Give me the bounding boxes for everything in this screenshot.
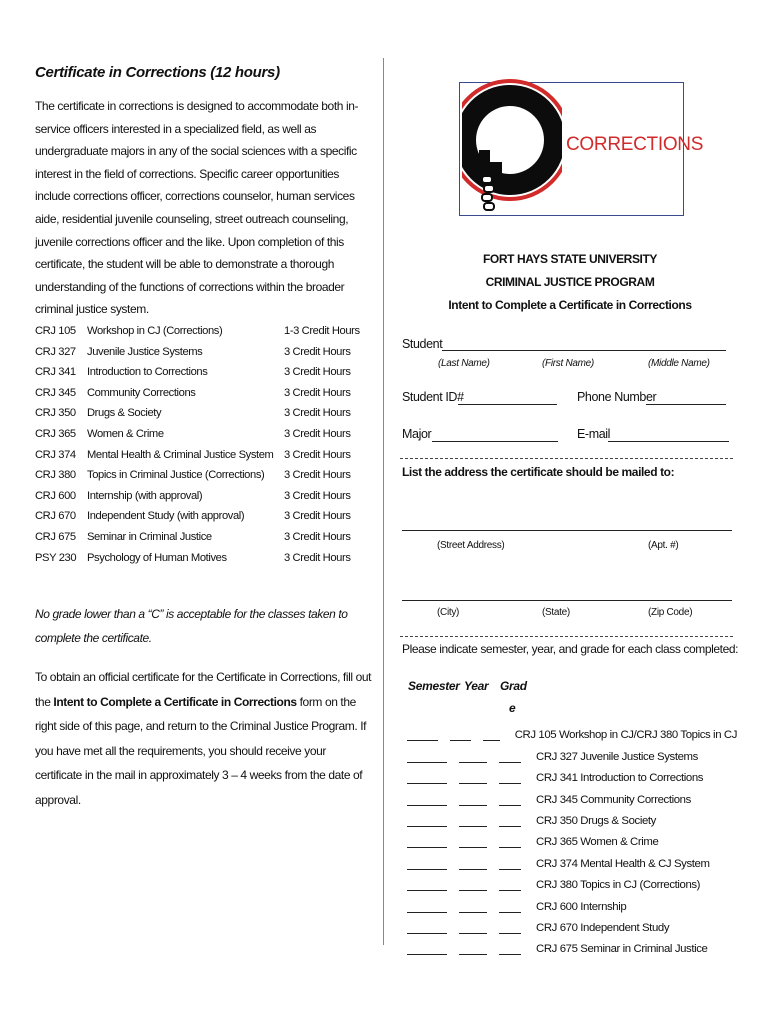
- course-code: CRJ 380: [35, 469, 76, 482]
- course-name: Women & Crime: [87, 427, 164, 440]
- course-row: [35, 527, 365, 548]
- course-name: Workshop in CJ (Corrections): [87, 325, 223, 337]
- course-code: CRJ 670: [35, 510, 76, 523]
- section-divider: [400, 636, 733, 637]
- course-hours: 3 Credit Hours: [284, 448, 351, 461]
- course-hours: 1-3 Credit Hours: [284, 325, 360, 337]
- grade-row: [407, 913, 737, 934]
- course-code: PSY 230: [35, 551, 77, 564]
- course-hours: 3 Credit Hours: [284, 489, 351, 502]
- class-label: CRJ 105 Workshop in CJ/CRJ 380 Topics in CJ: [514, 729, 738, 742]
- year-input[interactable]: [459, 921, 487, 934]
- student-id-label: Student ID#: [402, 390, 464, 404]
- semester-input[interactable]: [407, 771, 447, 784]
- course-hours: 3 Credit Hours: [284, 551, 351, 564]
- email-input[interactable]: [608, 441, 729, 442]
- class-label: CRJ 365 Women & Crime: [536, 836, 659, 849]
- course-hours: 3 Credit Hours: [284, 469, 351, 482]
- grade-row: [407, 891, 737, 912]
- semester-input[interactable]: [407, 793, 447, 806]
- grade-column-header: Grad: [500, 679, 527, 693]
- course-hours: 3 Credit Hours: [284, 427, 351, 440]
- handcuffs-icon: [462, 58, 562, 223]
- grade-table: [407, 720, 737, 955]
- obtain-text-start: To obtain an official certificate for the Certificate in Corrections, fill out the: [35, 670, 372, 709]
- grade-requirement-note: No grade lower than a “C” is acceptable for the classes taken to complete the certificate.: [35, 607, 348, 645]
- class-label: CRJ 600 Internship: [536, 900, 627, 913]
- course-name: Psychology of Human Motives: [87, 551, 227, 564]
- course-name: Seminar in Criminal Justice: [87, 530, 212, 543]
- address-heading: List the address the certificate should be mailed to:: [402, 465, 675, 479]
- year-input[interactable]: [459, 835, 487, 848]
- course-row: [35, 321, 365, 342]
- obtain-text-end: form on the right side of this page, and return to the Criminal Justice Program. If you have met all the requirements, you should receive your certificate in the mail in approximately 3 – 4 weeks from the date of approval.: [35, 694, 367, 807]
- course-code: CRJ 374: [35, 448, 76, 461]
- grades-instruction: Please indicate semester, year, and grade for each class completed:: [402, 642, 739, 656]
- course-name: Internship (with approval): [87, 489, 203, 502]
- course-code: CRJ 345: [35, 386, 76, 399]
- course-name: Drugs & Society: [87, 407, 162, 420]
- year-input[interactable]: [459, 900, 487, 913]
- year-input[interactable]: [450, 728, 471, 741]
- grade-row: [407, 763, 737, 784]
- grade-input[interactable]: [499, 750, 521, 763]
- year-input[interactable]: [459, 814, 487, 827]
- zip-caption: (Zip Code): [648, 607, 693, 618]
- course-code: CRJ 350: [35, 407, 76, 420]
- grade-input[interactable]: [499, 921, 521, 934]
- course-hours: 3 Credit Hours: [284, 510, 351, 523]
- grade-column-header-wrap: e: [509, 701, 516, 715]
- course-hours: 3 Credit Hours: [284, 386, 351, 399]
- phone-label: Phone Number: [577, 390, 657, 404]
- course-row: [35, 486, 365, 507]
- class-label: CRJ 670 Independent Study: [536, 921, 670, 934]
- course-code: CRJ 327: [35, 345, 76, 358]
- grade-row: [407, 870, 737, 891]
- left-column: [35, 64, 370, 321]
- semester-input[interactable]: [407, 900, 447, 913]
- course-row: [35, 465, 365, 486]
- course-row: [35, 424, 365, 445]
- first-name-caption: (First Name): [542, 358, 594, 369]
- course-name: Community Corrections: [87, 386, 196, 399]
- intro-paragraph: The certificate in corrections is designed to accommodate both in-service officers interested in a specialized field, as well as undergraduate majors in any of the social sciences with a specific interest in the field of corrections. Specific career opportunities include corrections officer, corrections counselor, human services aide, residential juvenile counseling, street outreach counseling, juvenile corrections officer and the like. Upon completion of this certificate, the student will be able to demonstrate a thorough understanding of the functions of corrections within the broader criminal justice system.: [35, 99, 359, 317]
- student-id-input[interactable]: [458, 404, 557, 405]
- column-divider: [383, 58, 384, 945]
- course-name: Mental Health & Criminal Justice System: [87, 448, 274, 461]
- city-state-zip-input[interactable]: [402, 600, 732, 601]
- section-divider: [400, 458, 733, 459]
- course-name: Topics in Criminal Justice (Corrections): [87, 469, 265, 482]
- course-name: Introduction to Corrections: [87, 366, 208, 379]
- class-label: CRJ 675 Seminar in Criminal Justice: [536, 943, 708, 956]
- grade-row: [407, 827, 737, 848]
- grade-row: [407, 848, 737, 869]
- course-hours: 3 Credit Hours: [284, 345, 351, 358]
- grade-input[interactable]: [499, 857, 521, 870]
- class-label: CRJ 345 Community Corrections: [536, 793, 691, 806]
- class-label: CRJ 380 Topics in CJ (Corrections): [536, 879, 701, 892]
- major-label: Major: [402, 427, 432, 441]
- course-name: Juvenile Justice Systems: [87, 345, 203, 358]
- year-input[interactable]: [459, 793, 487, 806]
- course-name: Independent Study (with approval): [87, 510, 245, 523]
- year-column-header: Year: [464, 679, 489, 693]
- semester-input[interactable]: [407, 728, 438, 741]
- grade-input[interactable]: [483, 728, 500, 741]
- grade-row: [407, 784, 737, 805]
- page-title: Certificate in Corrections (12 hours): [35, 64, 280, 81]
- state-caption: (State): [542, 607, 570, 618]
- course-hours: 3 Credit Hours: [284, 366, 351, 379]
- course-hours: 3 Credit Hours: [284, 407, 351, 420]
- year-input[interactable]: [459, 750, 487, 763]
- grade-row: [407, 806, 737, 827]
- grade-input[interactable]: [499, 942, 521, 955]
- course-row: [35, 506, 365, 527]
- obtain-instructions: [35, 665, 375, 812]
- middle-name-caption: (Middle Name): [648, 358, 710, 369]
- major-input[interactable]: [432, 441, 558, 442]
- grade-row: [407, 720, 737, 741]
- course-code: CRJ 341: [35, 366, 76, 379]
- logo-wordmark: CORRECTIONS: [566, 134, 704, 155]
- course-code: CRJ 675: [35, 530, 76, 543]
- semester-input[interactable]: [407, 750, 447, 763]
- grade-input[interactable]: [499, 793, 521, 806]
- class-label: CRJ 327 Juvenile Justice Systems: [536, 750, 698, 763]
- semester-input[interactable]: [407, 814, 447, 827]
- street-address-caption: (Street Address): [437, 540, 505, 551]
- class-label: CRJ 374 Mental Health & CJ System: [536, 857, 710, 870]
- last-name-caption: (Last Name): [438, 358, 490, 369]
- apt-caption: (Apt. #): [648, 540, 679, 551]
- city-caption: (City): [437, 607, 460, 618]
- street-address-input[interactable]: [402, 530, 732, 531]
- course-code: CRJ 105: [35, 325, 76, 337]
- class-label: CRJ 350 Drugs & Society: [536, 814, 656, 827]
- grade-input[interactable]: [499, 814, 521, 827]
- year-input[interactable]: [459, 878, 487, 891]
- form-title: Intent to Complete a Certificate in Corrections: [448, 298, 692, 312]
- course-code: CRJ 365: [35, 427, 76, 440]
- phone-input[interactable]: [646, 404, 726, 405]
- grade-input[interactable]: [499, 771, 521, 784]
- course-row: [35, 342, 365, 363]
- course-hours: 3 Credit Hours: [284, 530, 351, 543]
- course-list: [35, 321, 365, 568]
- course-code: CRJ 600: [35, 489, 76, 502]
- grade-input[interactable]: [499, 878, 521, 891]
- grade-input[interactable]: [499, 835, 521, 848]
- course-row: [35, 445, 365, 466]
- semester-column-header: Semester: [408, 679, 460, 693]
- semester-input[interactable]: [407, 942, 447, 955]
- course-row: [35, 362, 365, 383]
- semester-input[interactable]: [407, 857, 447, 870]
- student-name-input[interactable]: [442, 350, 726, 351]
- year-input[interactable]: [459, 942, 487, 955]
- class-label: CRJ 341 Introduction to Corrections: [536, 772, 704, 785]
- year-input[interactable]: [459, 771, 487, 784]
- course-row: [35, 383, 365, 404]
- semester-input[interactable]: [407, 878, 447, 891]
- course-row: [35, 548, 365, 569]
- year-input[interactable]: [459, 857, 487, 870]
- grade-input[interactable]: [499, 900, 521, 913]
- course-row: [35, 403, 365, 424]
- obtain-form-name: Intent to Complete a Certificate in Corrections: [53, 694, 297, 709]
- semester-input[interactable]: [407, 921, 447, 934]
- semester-input[interactable]: [407, 835, 447, 848]
- student-label: Student: [402, 337, 443, 351]
- program-name: CRIMINAL JUSTICE PROGRAM: [485, 275, 655, 289]
- university-name: FORT HAYS STATE UNIVERSITY: [482, 252, 658, 266]
- grade-row: [407, 934, 737, 955]
- email-label: E-mail: [577, 427, 611, 441]
- grade-row: [407, 741, 737, 762]
